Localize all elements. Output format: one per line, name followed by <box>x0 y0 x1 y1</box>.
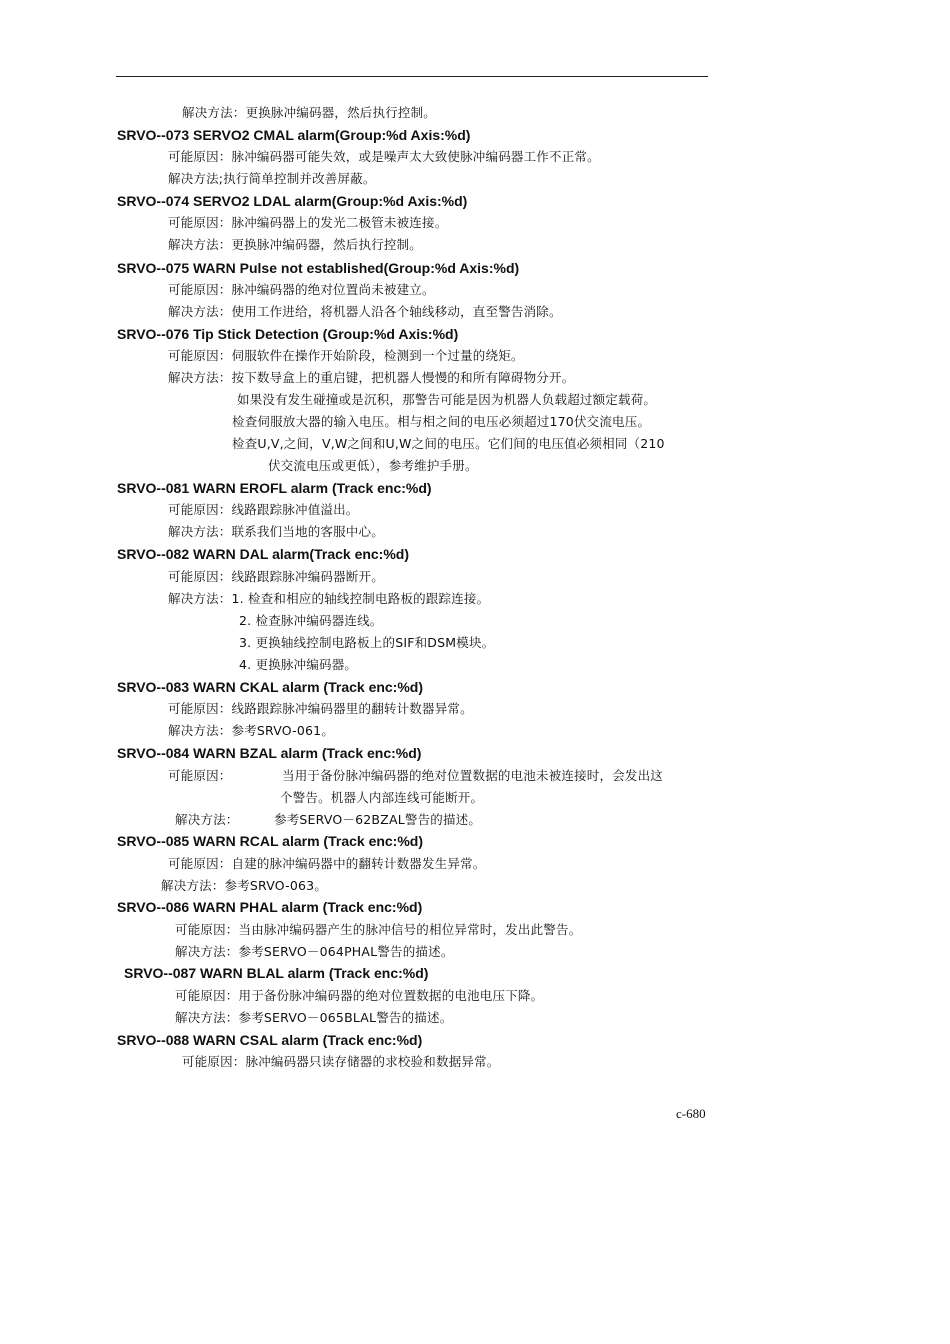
alarm-heading-082: SRVO--082 WARN DAL alarm(Track enc:%d) <box>117 546 410 562</box>
solution-line: 解决方法：使用工作进给，将机器人沿各个轴线移动，直至警告消除。 <box>168 304 562 319</box>
cause-line: 可能原因：自建的脉冲编码器中的翻转计数器发生异常。 <box>168 856 486 871</box>
cause-line: 可能原因：脉冲编码器的绝对位置尚未被建立。 <box>168 282 435 297</box>
solution-line: 解决方法：参考SRVO-063。 <box>161 878 328 893</box>
solution-detail-line: 如果没有发生碰撞或是沉积，那警告可能是因为机器人负载超过额定载荷。 <box>237 392 657 407</box>
solution-detail-line: 检查伺服放大器的输入电压。相与相之间的电压必须超过170伏交流电压。 <box>232 414 651 429</box>
solution-line: 解决方法：参考SRVO-061。 <box>168 723 335 738</box>
alarm-heading-081: SRVO--081 WARN EROFL alarm (Track enc:%d) <box>117 480 432 496</box>
solution-detail-line: 检查U,V,之间，V,W之间和U,W之间的电压。它们间的电压值必须相同（210 <box>232 436 665 451</box>
solution-line: 解决方法：联系我们当地的客服中心。 <box>168 524 384 539</box>
solution-step-line: 2. 检查脉冲编码器连线。 <box>239 613 383 628</box>
alarm-heading-073: SRVO--073 SERVO2 CMAL alarm(Group:%d Axis:%d) <box>117 127 471 143</box>
solution-detail-line: 伏交流电压或更低），参考维护手册。 <box>268 458 478 473</box>
alarm-heading-088: SRVO--088 WARN CSAL alarm (Track enc:%d) <box>117 1032 423 1048</box>
alarm-heading-087: SRVO--087 WARN BLAL alarm (Track enc:%d) <box>124 965 429 981</box>
cause-line: 可能原因：伺服软件在操作开始阶段，检测到一个过量的绕矩。 <box>168 348 524 363</box>
cause-line: 可能原因：脉冲编码器可能失效，或是噪声太大致使脉冲编码器工作不正常。 <box>168 149 600 164</box>
header-rule <box>116 76 708 77</box>
solution-step-line: 4. 更换脉冲编码器。 <box>239 657 358 672</box>
cause-line: 可能原因：线路跟踪脉冲编码器断开。 <box>168 569 384 584</box>
cause-line: 可能原因：用于备份脉冲编码器的绝对位置数据的电池电压下降。 <box>175 988 544 1003</box>
alarm-heading-084: SRVO--084 WARN BZAL alarm (Track enc:%d) <box>117 745 422 761</box>
alarm-heading-086: SRVO--086 WARN PHAL alarm (Track enc:%d) <box>117 899 423 915</box>
solution-label: 解决方法： <box>175 812 239 827</box>
solution-line: 参考SERVO－62BZAL警告的描述。 <box>274 812 482 827</box>
alarm-heading-083: SRVO--083 WARN CKAL alarm (Track enc:%d) <box>117 679 424 695</box>
page-number: c-680 <box>676 1106 706 1121</box>
cause-line: 可能原因：线路跟踪脉冲编码器里的翻转计数器异常。 <box>168 701 473 716</box>
cause-line: 可能原因：脉冲编码器只读存储器的求校验和数据异常。 <box>182 1054 500 1069</box>
alarm-heading-074: SRVO--074 SERVO2 LDAL alarm(Group:%d Axis:%d) <box>117 193 468 209</box>
cause-line: 当用于备份脉冲编码器的绝对位置数据的电池未被连接时，会发出这 <box>282 768 664 783</box>
solution-line: 解决方法;执行简单控制并改善屏蔽。 <box>168 171 376 186</box>
solution-line: 解决方法：更换脉冲编码器，然后执行控制。 <box>168 237 423 252</box>
cause-continuation-line: 个警告。机器人内部连线可能断开。 <box>280 790 484 805</box>
cause-line: 可能原因：脉冲编码器上的发光二极管未被连接。 <box>168 215 448 230</box>
cause-label: 可能原因： <box>168 768 232 783</box>
cause-line: 可能原因：当由脉冲编码器产生的脉冲信号的相位异常时，发出此警告。 <box>175 922 582 937</box>
solution-step-line: 3. 更换轴线控制电路板上的SIF和DSM模块。 <box>239 635 495 650</box>
alarm-heading-085: SRVO--085 WARN RCAL alarm (Track enc:%d) <box>117 833 424 849</box>
solution-line: 解决方法：更换脉冲编码器，然后执行控制。 <box>182 105 437 120</box>
cause-line: 可能原因：线路跟踪脉冲值溢出。 <box>168 502 359 517</box>
alarm-heading-076: SRVO--076 Tip Stick Detection (Group:%d Axis:%d) <box>117 326 459 342</box>
solution-line: 解决方法：参考SERVO－064PHAL警告的描述。 <box>175 944 454 959</box>
solution-line: 解决方法：参考SERVO－065BLAL警告的描述。 <box>175 1010 453 1025</box>
alarm-heading-075: SRVO--075 WARN Pulse not established(Group:%d Axis:%d) <box>117 260 520 276</box>
solution-line: 解决方法：按下数导盒上的重启键，把机器人慢慢的和所有障碍物分开。 <box>168 370 575 385</box>
solution-line: 解决方法：1. 检查和相应的轴线控制电路板的跟踪连接。 <box>168 591 490 606</box>
